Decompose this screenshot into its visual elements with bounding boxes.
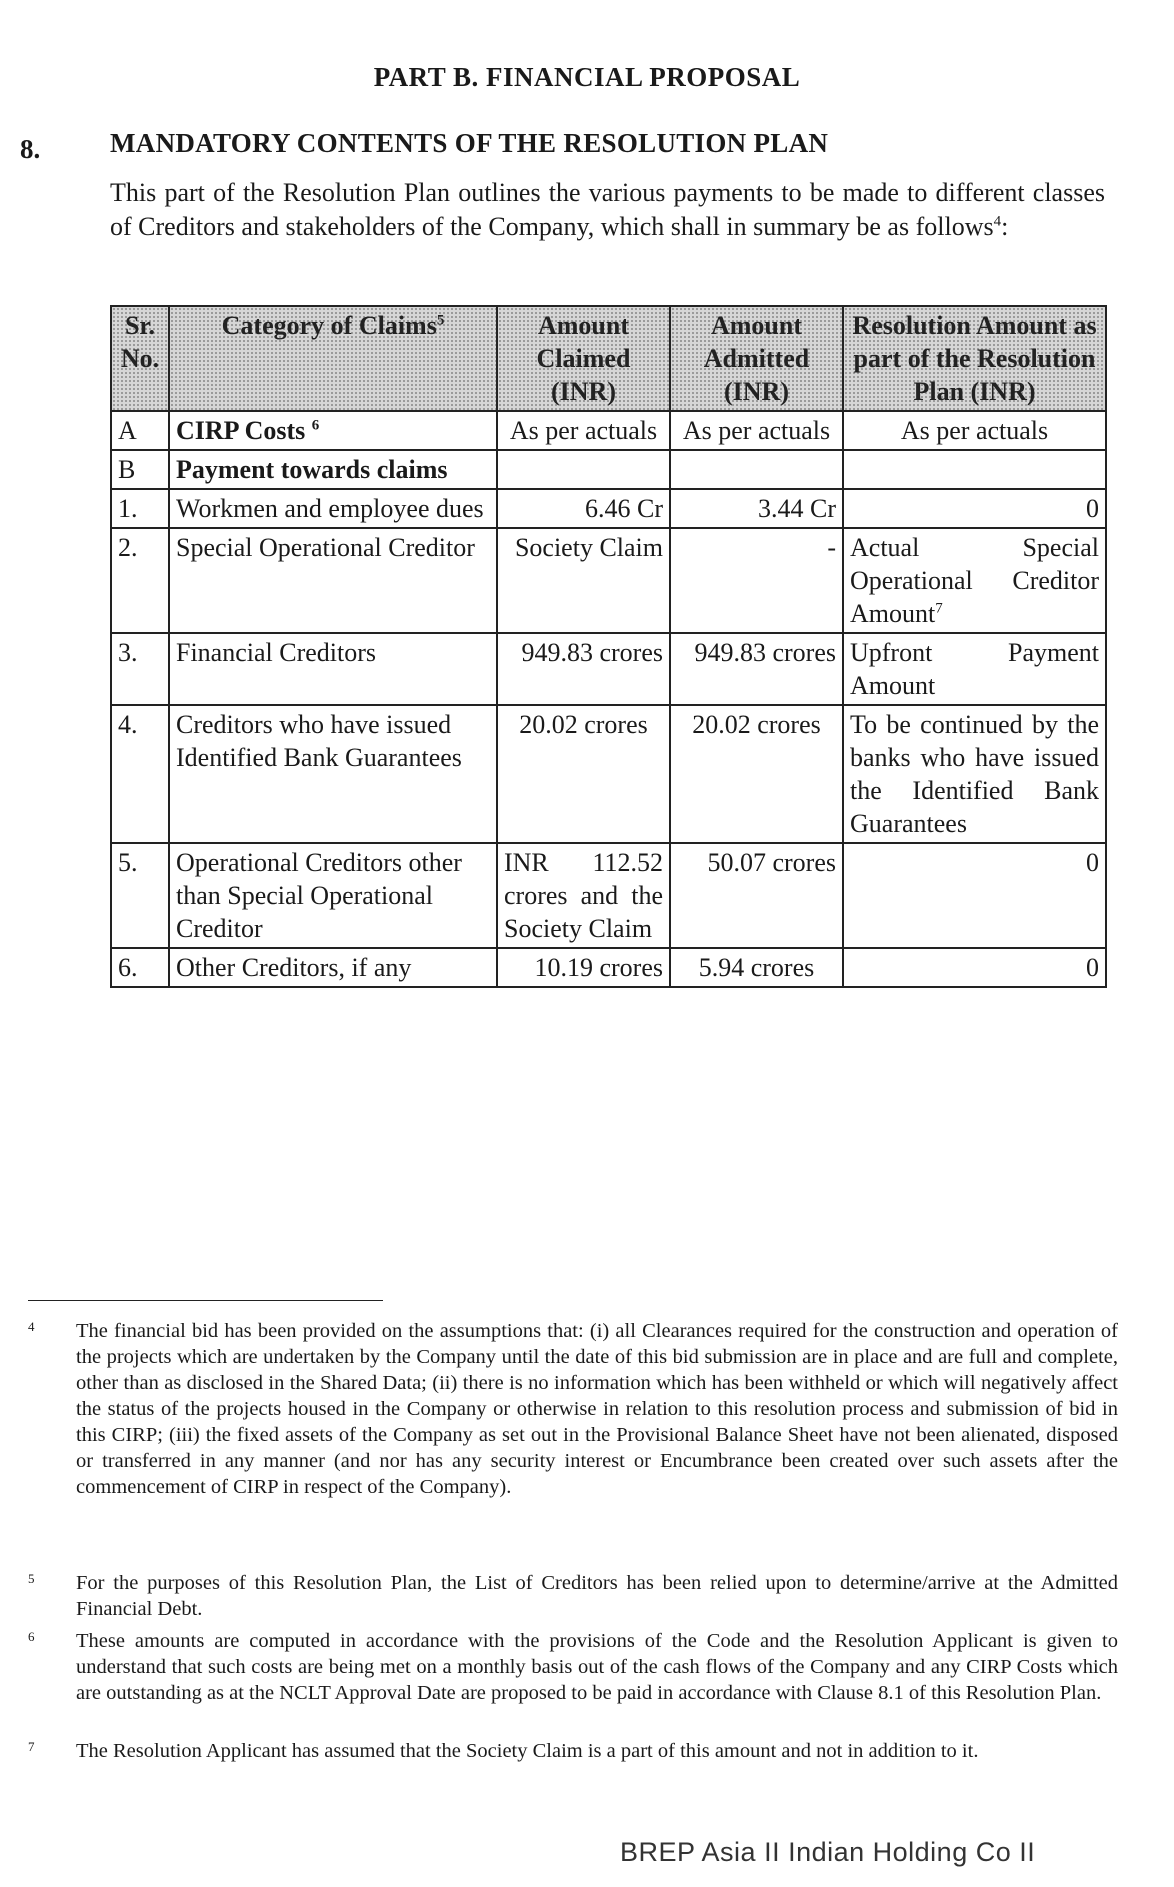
footnote-5 xyxy=(28,1570,1118,1622)
admitted-cell: 5.94 crores xyxy=(670,948,843,987)
resolution-cell: Upfront Payment Amount xyxy=(843,633,1106,705)
footnote-mark: 4 xyxy=(28,1319,35,1334)
claimed-cell: 10.19 crores xyxy=(497,948,670,987)
admitted-cell: 50.07 crores xyxy=(670,843,843,948)
admitted-cell xyxy=(670,450,843,489)
resolution-cell: As per actuals xyxy=(843,411,1106,450)
footnote-6 xyxy=(28,1628,1118,1706)
footnote-ref-5: 5 xyxy=(436,312,445,329)
category-cell xyxy=(169,411,497,450)
footnote-mark: 5 xyxy=(28,1571,35,1586)
category-cell: Special Operational Creditor xyxy=(169,528,497,633)
claimed-cell: 6.46 Cr xyxy=(497,489,670,528)
admitted-cell: 20.02 crores xyxy=(670,705,843,843)
claimed-cell: As per actuals xyxy=(497,411,670,450)
category-cell: Other Creditors, if any xyxy=(169,948,497,987)
table-row xyxy=(111,450,1106,489)
claimed-cell: Society Claim xyxy=(497,528,670,633)
admitted-cell: - xyxy=(670,528,843,633)
table-row xyxy=(111,843,1106,948)
resolution-cell: 0 xyxy=(843,843,1106,948)
claimed-cell: INR 112.52 crores and the Society Claim xyxy=(497,843,670,948)
intro-paragraph xyxy=(110,176,1105,244)
claimed-cell xyxy=(497,450,670,489)
footnote-ref-7: 7 xyxy=(935,600,943,617)
intro-text: This part of the Resolution Plan outlines the various payments to be made to different classes of Creditors and stakeholders of the Company, which shall in summary be as follows xyxy=(110,178,1105,241)
admitted-cell: 3.44 Cr xyxy=(670,489,843,528)
header-resolution-amount: Resolution Amount as part of the Resolution Plan (INR) xyxy=(843,306,1106,411)
footnote-ref-4: 4 xyxy=(993,213,1002,230)
resolution-cell: 0 xyxy=(843,489,1106,528)
sr-cell: A xyxy=(111,411,169,450)
category-cell: Operational Creditors other than Special Operational Creditor xyxy=(169,843,497,948)
header-amount-claimed: Amount Claimed (INR) xyxy=(497,306,670,411)
category-cell: Payment towards claims xyxy=(169,450,497,489)
table-row xyxy=(111,489,1106,528)
header-amount-admitted: Amount Admitted (INR) xyxy=(670,306,843,411)
table-row xyxy=(111,633,1106,705)
sr-cell: 2. xyxy=(111,528,169,633)
table-row xyxy=(111,411,1106,450)
footnote-mark: 7 xyxy=(28,1739,35,1754)
header-category xyxy=(169,306,497,411)
footnote-mark: 6 xyxy=(28,1629,35,1644)
resolution-cell: 0 xyxy=(843,948,1106,987)
table-row xyxy=(111,948,1106,987)
sr-cell: 1. xyxy=(111,489,169,528)
resolution-cell xyxy=(843,450,1106,489)
footnote-ref-6: 6 xyxy=(311,417,320,434)
category-cell: Creditors who have issued Identified Bank Guarantees xyxy=(169,705,497,843)
sr-cell: 3. xyxy=(111,633,169,705)
footnote-4 xyxy=(28,1318,1118,1500)
claims-table xyxy=(110,305,1107,988)
intro-suffix: : xyxy=(1001,212,1009,241)
category-text: CIRP Costs xyxy=(176,416,306,445)
category-cell: Financial Creditors xyxy=(169,633,497,705)
table-row xyxy=(111,528,1106,633)
sr-cell: 5. xyxy=(111,843,169,948)
sr-cell: 6. xyxy=(111,948,169,987)
resolution-cell: To be continued by the banks who have issued the Identified Bank Guarantees xyxy=(843,705,1106,843)
footnote-text: The financial bid has been provided on the assumptions that: (i) all Clearances required for the construction and operation of the projects which are undertaken by the Company until the date of this bid submission are in place and are full and complete, other than as disclosed in the Shared Data; (ii) there is no information which has been withheld or which will negatively affect the status of the projects housed in the Company or otherwise in relation to this resolution process and submission of bid in this CIRP; (iii) the fixed assets of the Company as set out in the Provisional Balance Sheet have not been alienated, disposed or transferred in any manner (and nor has any security interest or Encumbrance been created over such assets after the commencement of CIRP in respect of the Company). xyxy=(76,1320,1118,1498)
resolution-text: Actual Special Operational Creditor Amount xyxy=(850,533,1099,628)
table-header-row xyxy=(111,306,1106,411)
sr-cell: B xyxy=(111,450,169,489)
footer-company: BREP Asia II Indian Holding Co II xyxy=(620,1837,1036,1867)
footnote-7 xyxy=(28,1738,1118,1764)
part-title: PART B. FINANCIAL PROPOSAL xyxy=(373,62,801,92)
section-title: MANDATORY CONTENTS OF THE RESOLUTION PLAN xyxy=(110,128,829,158)
sr-cell: 4. xyxy=(111,705,169,843)
header-sr-no: Sr. No. xyxy=(111,306,169,411)
footnote-divider xyxy=(28,1300,383,1301)
admitted-cell: 949.83 crores xyxy=(670,633,843,705)
resolution-cell xyxy=(843,528,1106,633)
claimed-cell: 949.83 crores xyxy=(497,633,670,705)
header-category-label: Category of Claims xyxy=(221,311,437,340)
section-number: 8. xyxy=(20,134,41,164)
admitted-cell: As per actuals xyxy=(670,411,843,450)
claimed-cell: 20.02 crores xyxy=(497,705,670,843)
footnote-text: These amounts are computed in accordance with the provisions of the Code and the Resolution Applicant is given to understand that such costs are being met on a monthly basis out of the cash flows of the Company and any CIRP Costs which are outstanding as at the NCLT Approval Date are proposed to be paid in accordance with Clause 8.1 of this Resolution Plan. xyxy=(76,1630,1118,1704)
footnote-text: The Resolution Applicant has assumed that the Society Claim is a part of this amount and not in addition to it. xyxy=(76,1740,979,1762)
table-row xyxy=(111,705,1106,843)
category-cell: Workmen and employee dues xyxy=(169,489,497,528)
footnote-text: For the purposes of this Resolution Plan, the List of Creditors has been relied upon to determine/arrive at the Admitted Financial Debt. xyxy=(76,1572,1118,1620)
